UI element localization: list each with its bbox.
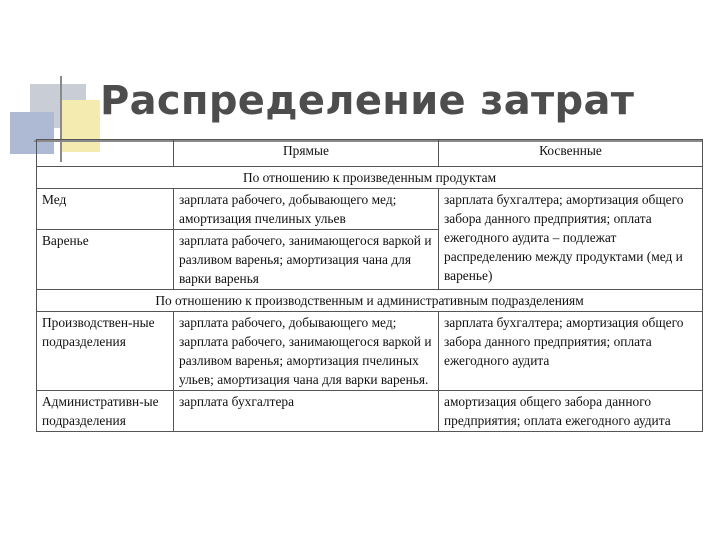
row-label: Производствен-ные подразделения	[37, 312, 174, 391]
slide-title: Распределение затрат	[100, 78, 635, 124]
section-title-products: По отношению к произведенным продуктам	[37, 167, 703, 189]
section-header-row	[37, 167, 703, 189]
table-header-row	[37, 140, 703, 167]
cost-distribution-table	[36, 139, 703, 432]
row-label: Мед	[37, 189, 174, 230]
section-header-row	[37, 290, 703, 312]
direct-cost-cell: зарплата рабочего, добывающего мед; зарплата рабочего, занимающегося варкой и разливом варенья; амортизация пчелиных ульев; амортизация чана для варки варенья.	[174, 312, 439, 391]
header-empty-cell	[37, 140, 174, 167]
table-row	[37, 189, 703, 230]
header-direct: Прямые	[174, 140, 439, 167]
direct-cost-cell: зарплата рабочего, занимающегося варкой и разливом варенья; амортизация чана для варки варенья	[174, 230, 439, 290]
table-row	[37, 391, 703, 432]
row-label: Административн-ые подразделения	[37, 391, 174, 432]
table-row	[37, 312, 703, 391]
row-label: Варенье	[37, 230, 174, 290]
indirect-cost-cell: амортизация общего забора данного предприятия; оплата ежегодного аудита	[439, 391, 703, 432]
indirect-cost-cell: зарплата бухгалтера; амортизация общего забора данного предприятия; оплата ежегодного аудита	[439, 312, 703, 391]
section-title-departments: По отношению к производственным и административным подразделениям	[37, 290, 703, 312]
indirect-shared-cell: зарплата бухгалтера; амортизация общего забора данного предприятия; оплата ежегодного аудита – подлежат распределению между продуктами (мед и варенье)	[439, 189, 703, 290]
direct-cost-cell: зарплата рабочего, добывающего мед; амортизация пчелиных ульев	[174, 189, 439, 230]
direct-cost-cell: зарплата бухгалтера	[174, 391, 439, 432]
header-indirect: Косвенные	[439, 140, 703, 167]
